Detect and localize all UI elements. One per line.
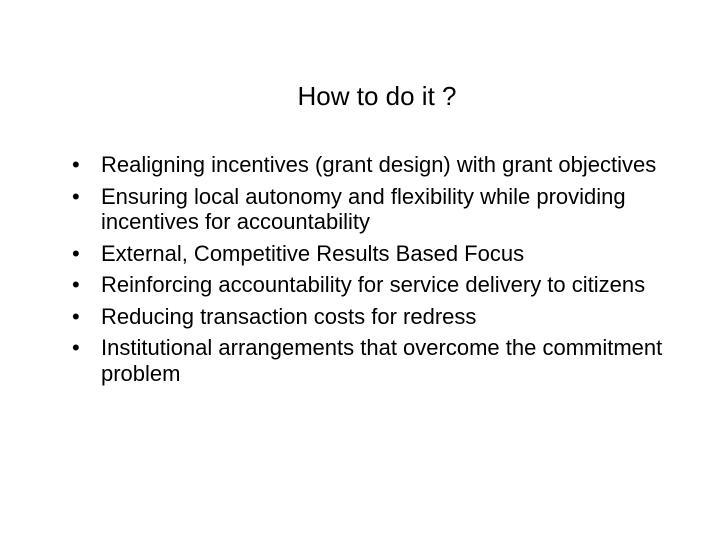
bullet-item [72, 241, 712, 267]
bullet-dot-icon: • [72, 183, 80, 209]
bullet-item [72, 304, 712, 330]
bullet-dot-icon: • [72, 240, 80, 266]
slide-title: How to do it ? [297, 81, 457, 111]
bullet-item [72, 272, 712, 298]
bullet-text: Ensuring local autonomy and flexibility while providing incentives for accountability [101, 183, 626, 235]
bullet-text: External, Competitive Results Based Focus [101, 240, 525, 266]
bullet-dot-icon: • [72, 152, 80, 177]
bullet-item [72, 152, 712, 178]
bullet-list [72, 152, 712, 392]
bullet-item [72, 335, 712, 386]
bullet-dot-icon: • [72, 303, 80, 329]
bullet-text: Realigning incentives (grant design) with grant objectives [101, 152, 657, 177]
bullet-text: Institutional arrangements that overcome the commitment problem [101, 335, 663, 386]
bullet-dot-icon: • [72, 335, 80, 361]
bullet-text: Reducing transaction costs for redress [101, 303, 477, 329]
bullet-text: Reinforcing accountability for service delivery to citizens [101, 272, 646, 298]
bullet-item [72, 184, 712, 235]
bullet-dot-icon: • [72, 272, 80, 298]
